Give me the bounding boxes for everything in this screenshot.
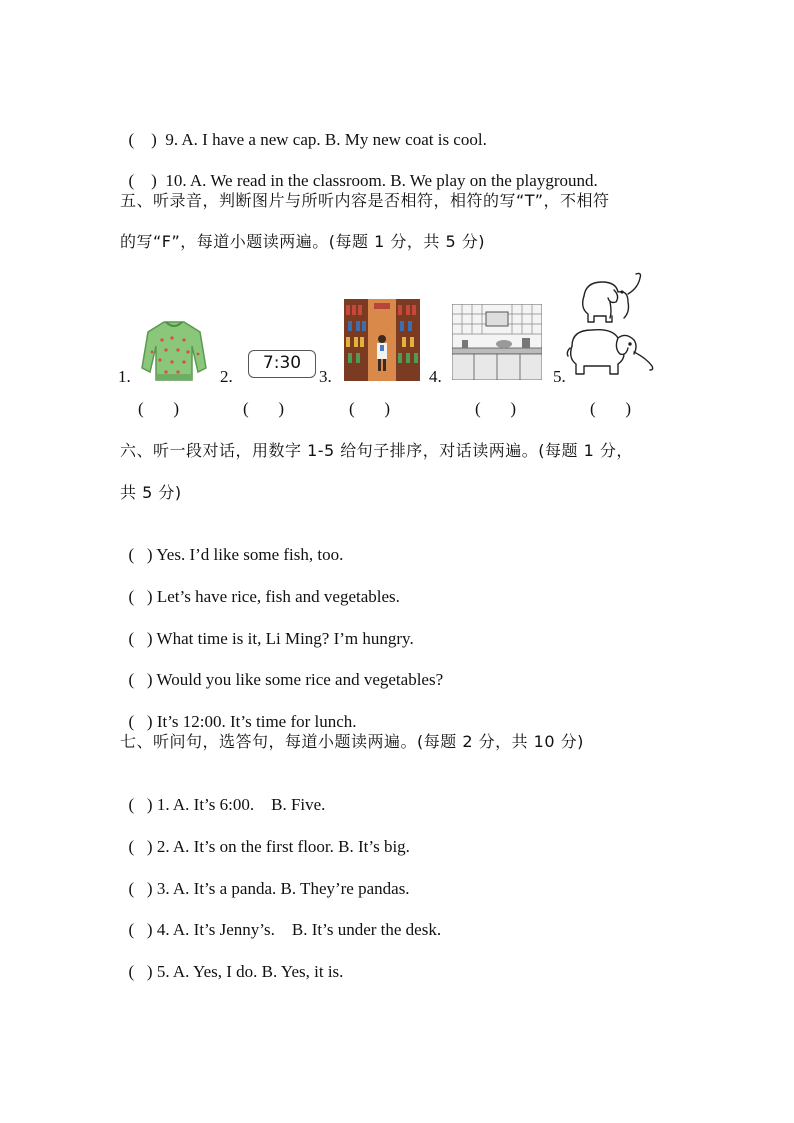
- section5-heading-line2: 的写“F”，每道小题读两遍。(每题 1 分，共 5 分): [120, 232, 485, 251]
- section6-heading-line1: 六、听一段对话，用数字 1-5 给句子排序，对话读两遍。(每题 1 分，: [120, 441, 633, 460]
- ordering-item-2: [120, 564, 400, 608]
- answer-bracket[interactable]: ( ): [128, 712, 153, 731]
- clock-icon: [248, 350, 316, 378]
- sentence-text: Let’s have rice, fish and vegetables.: [156, 587, 400, 606]
- question-text: 10. A. We read in the classroom. B. We play on the playground.: [165, 171, 598, 190]
- answer-item-2: [120, 814, 410, 858]
- answer-bracket[interactable]: ( ): [128, 837, 153, 856]
- picture-answer-bracket-3[interactable]: ( ): [349, 399, 391, 418]
- answer-bracket[interactable]: ( ): [128, 920, 153, 939]
- kitchen-icon: [452, 304, 542, 380]
- question-item-9: [120, 107, 487, 151]
- answer-bracket[interactable]: ( ): [128, 629, 153, 648]
- answer-bracket[interactable]: ( ): [128, 879, 153, 898]
- sweater-icon: [140, 316, 208, 384]
- ordering-item-4: [120, 647, 443, 691]
- picture-answer-bracket-1[interactable]: ( ): [138, 399, 180, 418]
- section7-heading: 七、听问句，选答句，每道小题读两遍。(每题 2 分，共 10 分): [120, 732, 584, 751]
- ordering-item-3: [120, 606, 414, 650]
- picture-number-3: 3.: [319, 367, 332, 386]
- question-text: 3. A. It’s a panda. B. They’re pandas.: [156, 879, 410, 898]
- question-text: 4. A. It’s Jenny’s. B. It’s under the desk.: [156, 920, 442, 939]
- answer-item-3: [120, 856, 410, 900]
- picture-number-2: 2.: [220, 367, 233, 386]
- answer-bracket[interactable]: ( ): [128, 795, 153, 814]
- ordering-item-1: [120, 522, 343, 566]
- answer-bracket[interactable]: ( ): [128, 130, 157, 149]
- clock-time: 7:30: [262, 353, 302, 373]
- answer-bracket[interactable]: ( ): [128, 670, 153, 689]
- picture-answer-bracket-4[interactable]: ( ): [475, 399, 517, 418]
- answer-bracket[interactable]: ( ): [128, 171, 157, 190]
- question-text: 9. A. I have a new cap. B. My new coat is cool.: [165, 130, 487, 149]
- picture-number-4: 4.: [429, 367, 442, 386]
- answer-item-5: [120, 939, 343, 983]
- picture-number-5: 5.: [553, 367, 566, 386]
- section6-heading-line2: 共 5 分): [120, 483, 182, 502]
- answer-bracket[interactable]: ( ): [128, 587, 153, 606]
- answer-bracket[interactable]: ( ): [128, 962, 153, 981]
- picture-number-1: 1.: [118, 367, 131, 386]
- picture-answer-bracket-5[interactable]: ( ): [590, 399, 632, 418]
- section5-heading-line1: 五、听录音，判断图片与所听内容是否相符，相符的写“T”，不相符: [120, 191, 610, 210]
- sentence-text: Yes. I’d like some fish, too.: [156, 545, 344, 564]
- sentence-text: What time is it, Li Ming? I’m hungry.: [156, 629, 414, 648]
- answer-item-1: [120, 772, 325, 816]
- question-item-10: [120, 148, 598, 192]
- sentence-text: Would you like some rice and vegetables?: [156, 670, 444, 689]
- ordering-item-5: [120, 689, 357, 733]
- picture-answer-bracket-2[interactable]: ( ): [243, 399, 285, 418]
- question-text: 2. A. It’s on the first floor. B. It’s big.: [156, 837, 410, 856]
- question-text: 5. A. Yes, I do. B. Yes, it is.: [156, 962, 344, 981]
- answer-bracket[interactable]: ( ): [128, 545, 153, 564]
- sentence-text: It’s 12:00. It’s time for lunch.: [156, 712, 357, 731]
- library-icon: [344, 299, 420, 381]
- question-text: 1. A. It’s 6:00. B. Five.: [156, 795, 326, 814]
- answer-item-4: [120, 897, 441, 941]
- elephants-icon: [566, 268, 656, 380]
